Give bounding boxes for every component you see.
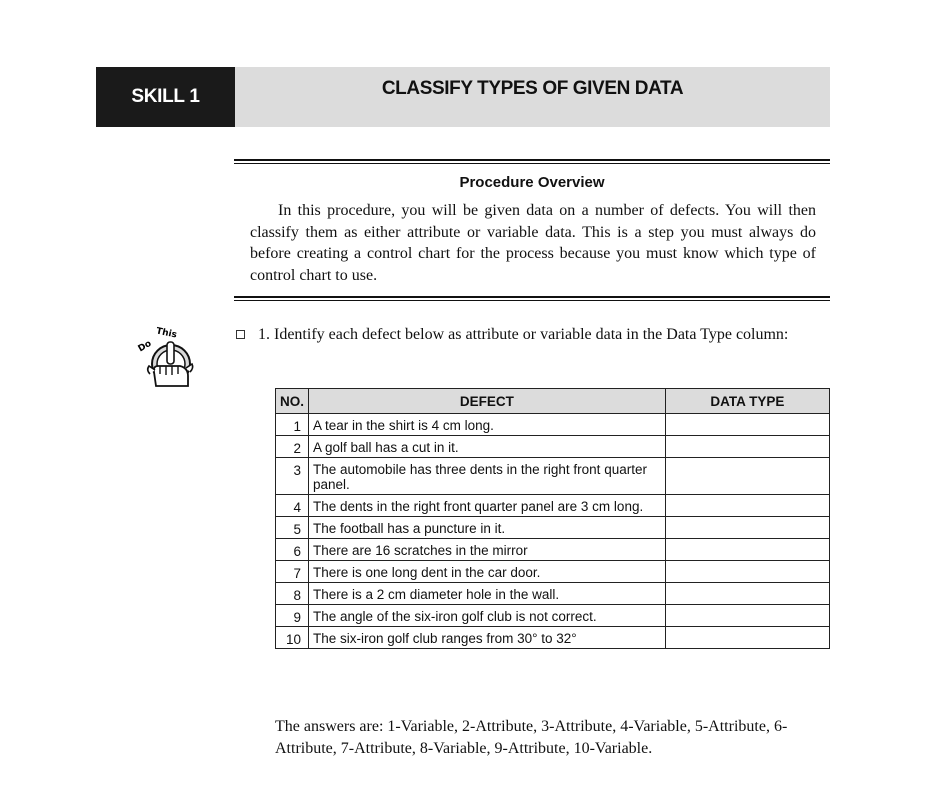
table-row — [276, 583, 830, 605]
row-data-type-cell[interactable] — [665, 436, 829, 458]
row-data-type-cell[interactable] — [665, 583, 829, 605]
table-row — [276, 495, 830, 517]
skill-title: CLASSIFY TYPES OF GIVEN DATA — [381, 78, 684, 99]
row-defect: The automobile has three dents in the right front quarter panel. — [309, 458, 666, 495]
table-header-row — [276, 389, 830, 414]
col-header-defect: DEFECT — [309, 389, 666, 414]
do-this-label: Do — [136, 338, 154, 355]
table-row — [276, 517, 830, 539]
row-data-type-cell[interactable] — [665, 458, 829, 495]
row-data-type-cell[interactable] — [665, 561, 829, 583]
table-row — [276, 458, 830, 495]
table-row — [276, 436, 830, 458]
row-no: 8 — [276, 583, 309, 605]
row-defect: The football has a puncture in it. — [309, 517, 666, 539]
row-defect: The angle of the six-iron golf club is not correct. — [309, 605, 666, 627]
procedure-overview-title: Procedure Overview — [459, 174, 605, 191]
row-data-type-cell[interactable] — [665, 414, 829, 436]
row-no: 2 — [276, 436, 309, 458]
step-1-text: 1. Identify each defect below as attribute or variable data in the Data Type column: — [258, 326, 789, 343]
table-row — [276, 561, 830, 583]
overview-top-rule-thin — [234, 163, 830, 164]
table-row — [276, 539, 830, 561]
table-row — [276, 414, 830, 436]
overview-bottom-rule — [234, 296, 830, 298]
defects-table — [275, 388, 830, 649]
row-no: 6 — [276, 539, 309, 561]
overview-top-rule — [234, 159, 830, 161]
row-defect: A golf ball has a cut in it. — [309, 436, 666, 458]
answers-text: The answers are: 1-Variable, 2-Attribute, 3-Attribute, 4-Variable, 5-Attribute, 6-Attribute, 7-Attribute, 8-Variable, 9-Attribute, 10-Variable. — [275, 718, 788, 757]
row-defect: There is one long dent in the car door. — [309, 561, 666, 583]
row-no: 9 — [276, 605, 309, 627]
row-data-type-cell[interactable] — [665, 627, 829, 649]
row-no: 5 — [276, 517, 309, 539]
procedure-overview-body: In this procedure, you will be given data on a number of defects. You will then classify them as either attribute or variable data. This is a step you must always do before creating a control chart for the process because you must know which type of control chart to use. — [250, 202, 816, 284]
row-defect: There are 16 scratches in the mirror — [309, 539, 666, 561]
row-data-type-cell[interactable] — [665, 517, 829, 539]
row-defect: There is a 2 cm diameter hole in the wall. — [309, 583, 666, 605]
do-this-hand-icon — [136, 326, 198, 390]
row-data-type-cell[interactable] — [665, 495, 829, 517]
row-no: 1 — [276, 414, 309, 436]
row-no: 10 — [276, 627, 309, 649]
svg-text:This: This — [155, 326, 178, 341]
skill-header — [96, 67, 830, 127]
col-header-data-type: DATA TYPE — [665, 389, 829, 414]
row-defect: The dents in the right front quarter panel are 3 cm long. — [309, 495, 666, 517]
overview-bottom-rule-thin — [234, 300, 830, 301]
col-header-no: NO. — [276, 389, 309, 414]
row-no: 4 — [276, 495, 309, 517]
row-no: 7 — [276, 561, 309, 583]
row-data-type-cell[interactable] — [665, 605, 829, 627]
row-defect: The six-iron golf club ranges from 30° to 32° — [309, 627, 666, 649]
row-data-type-cell[interactable] — [665, 539, 829, 561]
table-row — [276, 627, 830, 649]
skill-label: SKILL 1 — [96, 67, 235, 127]
step-checkbox[interactable] — [236, 330, 245, 339]
row-defect: A tear in the shirt is 4 cm long. — [309, 414, 666, 436]
row-no: 3 — [276, 458, 309, 495]
table-row — [276, 605, 830, 627]
